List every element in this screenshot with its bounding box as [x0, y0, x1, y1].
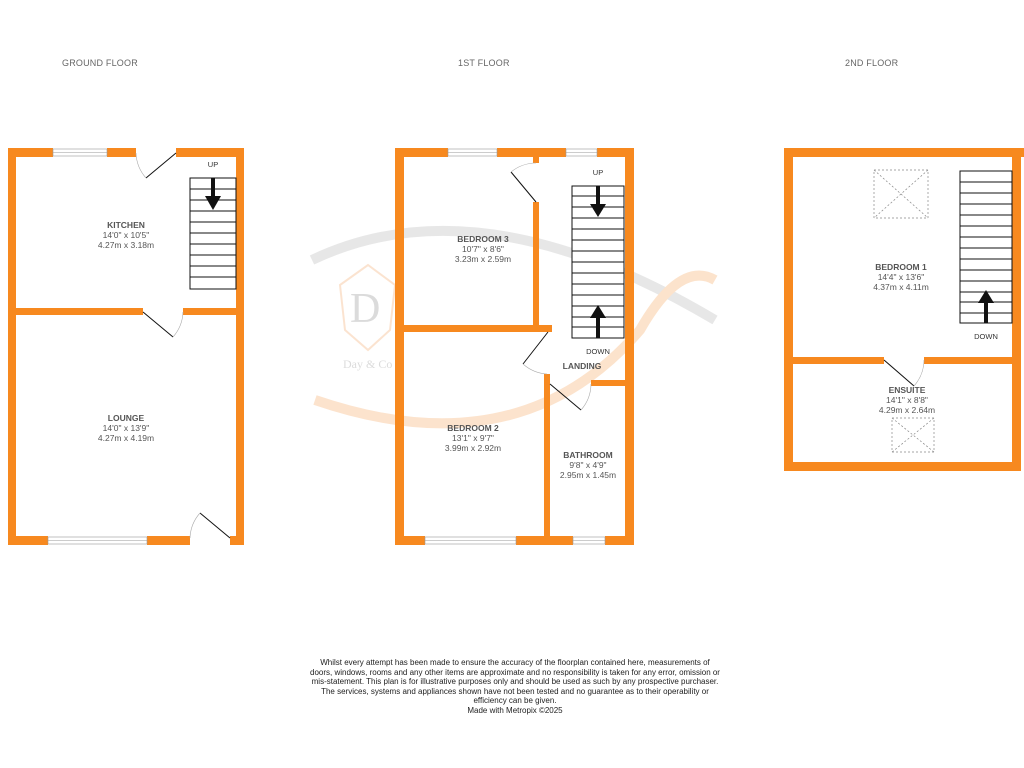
room-dimensions-imperial: 9'8" x 4'9"	[569, 460, 607, 470]
room-bedroom-1	[873, 262, 929, 292]
stairs-up-label: UP	[207, 160, 219, 169]
room-lounge	[98, 413, 154, 443]
room-bedroom-3	[455, 234, 511, 264]
room-name: BEDROOM 1	[875, 262, 927, 272]
ground-floor-plan	[8, 148, 244, 545]
room-dimensions-metric: 4.29m x 2.64m	[878, 405, 936, 415]
room-dimensions-imperial: 14'0" x 13'9"	[102, 423, 150, 433]
disclaimer-text: Whilst every attempt has been made to ensure the accuracy of the floorplan contained here, measurements of doors, windows, rooms and any other items are approximate and no responsibility is taken for any error, omission or mis-statement. This plan is for illustrative purposes only and should be used as such by any prospective purchaser. The services, systems and appliances shown have not been tested and no guarantee as to their operability or efficiency can be given.	[310, 658, 720, 706]
room-dimensions-imperial: 13'1" x 9'7"	[452, 433, 494, 443]
room-dimensions-metric: 4.27m x 3.18m	[97, 240, 155, 250]
room-kitchen	[98, 220, 154, 250]
room-ensuite	[879, 385, 935, 415]
ground-floor-title: GROUND FLOOR	[62, 58, 138, 68]
room-bathroom	[560, 450, 616, 480]
room-name: BATHROOM	[563, 450, 613, 460]
room-dimensions-imperial: 14'0" x 10'5"	[102, 230, 150, 240]
second-floor-plan	[784, 148, 1024, 471]
room-name: LANDING	[562, 361, 602, 371]
room-dimensions-metric: 3.23m x 2.59m	[454, 254, 512, 264]
room-landing	[563, 361, 602, 371]
room-dimensions-metric: 4.37m x 4.11m	[873, 282, 929, 292]
room-dimensions-imperial: 14'1" x 8'8"	[886, 395, 928, 405]
room-name: ENSUITE	[888, 385, 926, 395]
disclaimer	[310, 658, 720, 716]
room-name: LOUNGE	[107, 413, 145, 423]
room-dimensions-metric: 4.27m x 4.19m	[97, 433, 155, 443]
room-dimensions-metric: 2.95m x 1.45m	[559, 470, 617, 480]
stairs-up-label: UP	[592, 168, 604, 177]
room-name: BEDROOM 2	[447, 423, 499, 433]
second-floor-title: 2ND FLOOR	[845, 58, 899, 68]
stairs-down-label: DOWN	[974, 332, 998, 341]
room-dimensions-imperial: 14'4" x 13'6"	[877, 272, 925, 282]
stairs-down-label: DOWN	[586, 347, 610, 356]
room-name: BEDROOM 3	[457, 234, 509, 244]
credit-text: Made with Metropix ©2025	[467, 705, 563, 715]
first-floor-title: 1ST FLOOR	[458, 58, 510, 68]
svg-text:D: D	[350, 286, 381, 332]
svg-text:Day & Co: Day & Co	[343, 357, 393, 371]
room-name: KITCHEN	[107, 220, 145, 230]
room-bedroom-2	[445, 423, 501, 453]
room-dimensions-metric: 3.99m x 2.92m	[444, 443, 502, 453]
room-dimensions-imperial: 10'7" x 8'6"	[462, 244, 504, 254]
